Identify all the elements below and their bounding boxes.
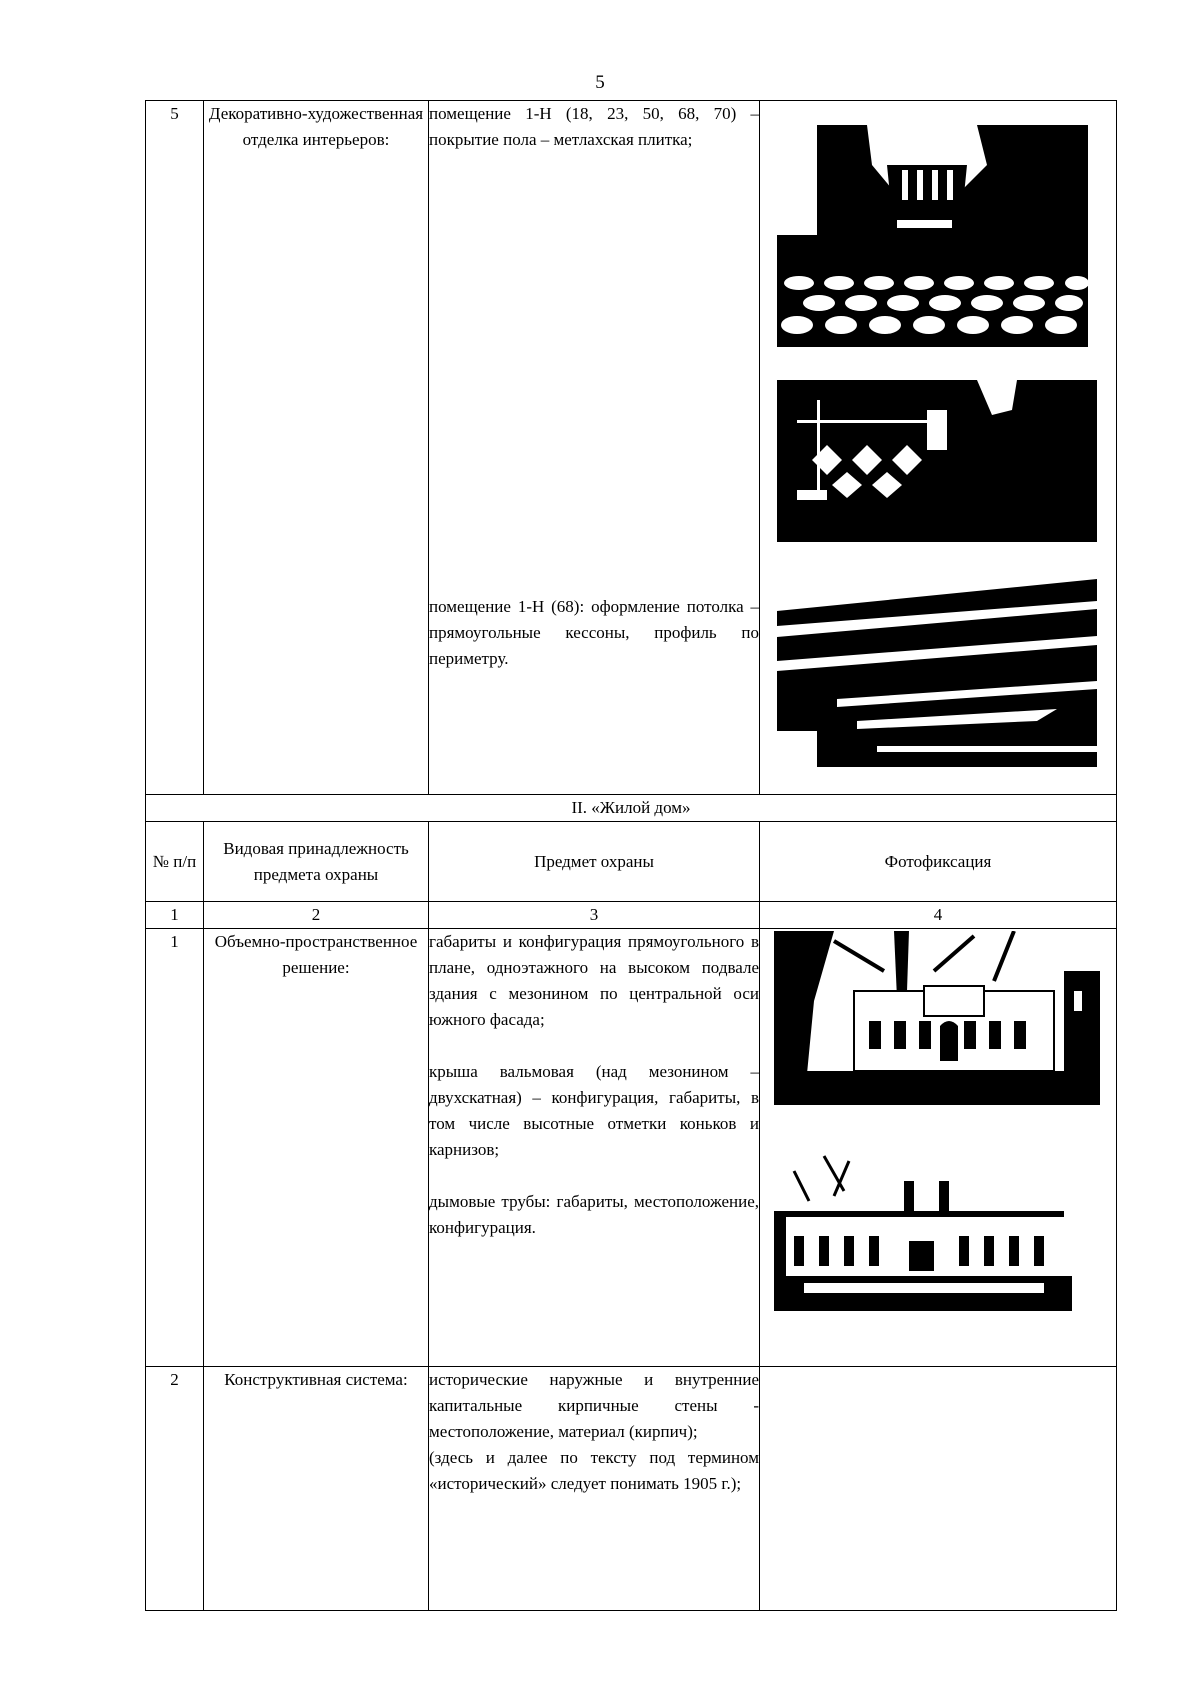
header-type: Видовая принадлежность предмета охраны xyxy=(204,822,429,902)
page-number: 5 xyxy=(595,72,605,93)
header-row xyxy=(146,822,1117,902)
table-row-decorative xyxy=(146,101,1117,795)
walls-text: исторические наружные и внутренние капитальные кирпичные стены - местоположение, материал (кирпич); xyxy=(429,1370,759,1441)
floor-tile-closeup-photo xyxy=(777,380,1097,542)
table-row-volume xyxy=(146,929,1117,1367)
row-description xyxy=(429,101,760,795)
roof-text: крыша вальмовая (над мезонином – двухскатная) – конфигурация, габариты, в том числе высотные отметки коньков и карнизов; xyxy=(429,1062,759,1159)
floor-tile-photo xyxy=(777,125,1088,347)
column-number: 2 xyxy=(204,902,429,929)
column-number-row xyxy=(146,902,1117,929)
ceiling-coffers-photo xyxy=(777,571,1097,767)
row-type: Объемно-пространственное решение: xyxy=(204,929,429,1367)
dimensions-text: габариты и конфигурация прямоугольного в плане, одноэтажного на высоком подвале здания с мезонином по центральной оси южного фасада; xyxy=(429,932,759,1029)
row-number: 5 xyxy=(146,101,204,795)
column-number: 4 xyxy=(760,902,1117,929)
chimneys-text: дымовые трубы: габариты, местоположение, конфигурация. xyxy=(429,1192,759,1237)
row-type: Декоративно-художественная отделка интерьеров: xyxy=(204,101,429,795)
photo-cell-empty xyxy=(760,1367,1117,1611)
header-number: № п/п xyxy=(146,822,204,902)
historical-note-text: (здесь и далее по тексту под термином «исторический» следует понимать 1905 г.); xyxy=(429,1448,759,1493)
table-row-structure xyxy=(146,1367,1117,1611)
row-number: 1 xyxy=(146,929,204,1367)
row-number: 2 xyxy=(146,1367,204,1611)
ceiling-text: помещение 1-Н (68): оформление потолка – прямоугольные кессоны, профиль по периметру. xyxy=(429,597,759,668)
row-description xyxy=(429,929,760,1367)
section-title: II. «Жилой дом» xyxy=(146,795,1117,822)
photo-cell xyxy=(760,929,1117,1367)
courtyard-facade-photo xyxy=(774,1151,1072,1311)
protection-subject-table xyxy=(145,100,1117,1611)
header-subject: Предмет охраны xyxy=(429,822,760,902)
column-number: 3 xyxy=(429,902,760,929)
floor-tile-text: помещение 1-Н (18, 23, 50, 68, 70) – покрытие пола – метлахская плитка; xyxy=(429,104,759,149)
section-title-row xyxy=(146,795,1117,822)
column-number: 1 xyxy=(146,902,204,929)
row-type: Конструктивная система: xyxy=(204,1367,429,1611)
south-facade-photo xyxy=(774,931,1100,1105)
header-photo: Фотофиксация xyxy=(760,822,1117,902)
row-description xyxy=(429,1367,760,1611)
photo-cell xyxy=(760,101,1117,795)
